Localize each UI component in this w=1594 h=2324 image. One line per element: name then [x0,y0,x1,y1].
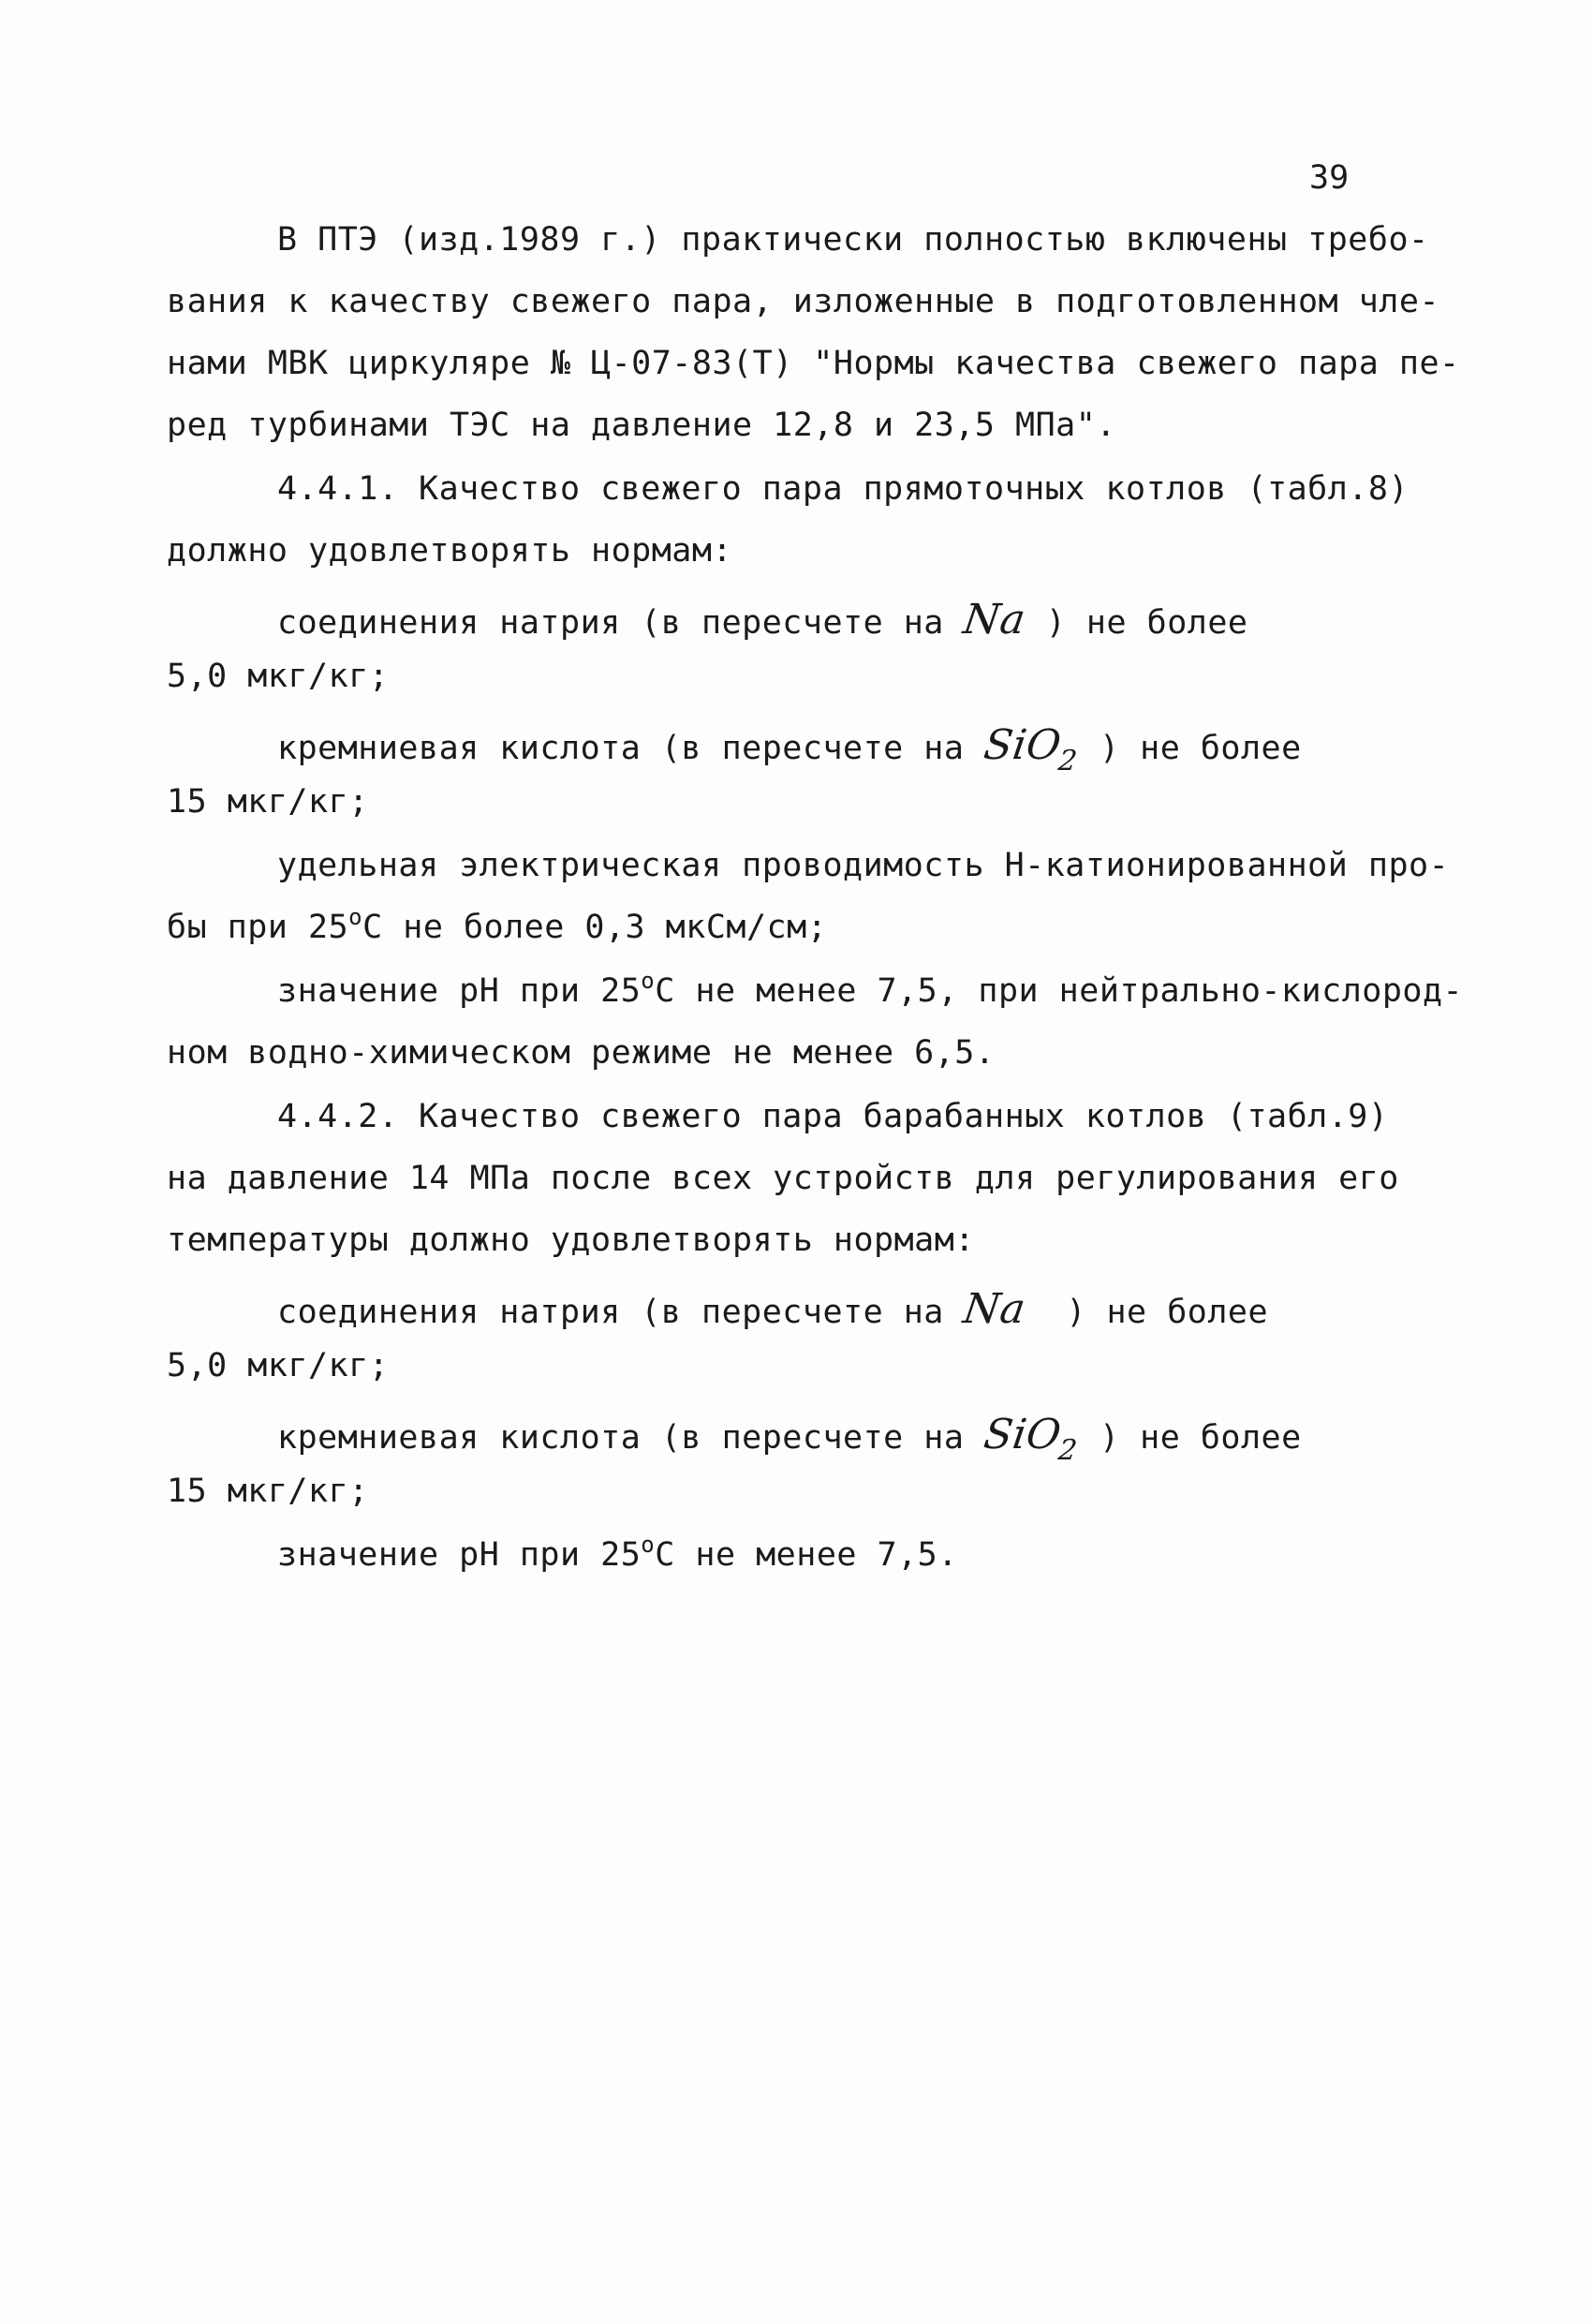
sodium-formula: Na [960,1285,1029,1333]
formula-subscript: 2 [1055,745,1080,777]
text-span: ) не более [1079,730,1302,767]
text-line: нами МВК циркуляре № Ц-07-83(Т) "Нормы качества свежего пара пе- [167,345,1460,382]
ph-norm-line [277,968,1464,1010]
silica-formula [981,721,1083,777]
text-line: на давление 14 МПа после всех устройств для регулирования его [167,1160,1399,1197]
silicic-acid-norm-line [277,721,1302,777]
text-span: соединения натрия (в пересчете на [277,1294,965,1331]
text-line: В ПТЭ (изд.1989 г.) практически полностью включены требо- [277,221,1429,259]
silica-formula [981,1411,1083,1467]
text-span: кремниевая кислота (в пересчете на [277,730,985,767]
text-span: кремниевая кислота (в пересчете на [277,1419,985,1457]
sodium-norm-line [277,1285,1268,1333]
text-span: ) не более [1026,604,1248,642]
text-line: вания к качеству свежего пара, изложенные в подготовленном чле- [167,283,1440,320]
text-line: должно удовлетворять нормам: [167,532,733,570]
text-line: температуры должно удовлетворять нормам: [167,1221,975,1259]
ph-norm-line: ном водно-химическом режиме не менее 6,5. [167,1034,996,1072]
text-span: С не менее 7,5, при нейтрально-кислород- [655,972,1464,1010]
conductivity-line [167,904,828,946]
text-span: С не менее 7,5. [655,1536,958,1574]
text-line: ред турбинами ТЭС на давление 12,8 и 23,5 МПа". [167,407,1116,444]
text-span: С не более 0,3 мкСм/см; [362,909,828,946]
degree-superscript: о [641,968,656,994]
sodium-norm-value: 5,0 мкг/кг; [167,1347,390,1384]
sodium-norm-value: 5,0 мкг/кг; [167,658,390,695]
conductivity-line: удельная электрическая проводимость Н-катионированной про- [277,847,1450,884]
text-span: ) не более [1079,1419,1302,1457]
section-heading-line: 4.4.2. Качество свежего пара барабанных котлов (табл.9) [277,1098,1389,1135]
ph-norm-line [277,1532,958,1574]
silicic-acid-norm-line [277,1411,1302,1467]
sodium-norm-line [277,596,1247,644]
formula-main: SiO [981,1411,1065,1458]
sodium-formula: Na [960,596,1029,644]
formula-subscript: 2 [1055,1434,1080,1467]
page-number: 39 [1309,159,1350,197]
degree-superscript: о [641,1532,656,1558]
silicic-acid-norm-value: 15 мкг/кг; [167,1473,369,1510]
formula-main: SiO [981,721,1065,769]
text-span: бы при 25 [167,909,349,946]
text-span: значение рН при 25 [277,1536,642,1574]
text-span: ) не более [1026,1294,1269,1331]
text-span: значение рН при 25 [277,972,642,1010]
section-heading-line: 4.4.1. Качество свежего пара прямоточных котлов (табл.8) [277,470,1410,508]
silicic-acid-norm-value: 15 мкг/кг; [167,783,369,821]
degree-superscript: о [348,904,363,930]
text-span: соединения натрия (в пересчете на [277,604,965,642]
